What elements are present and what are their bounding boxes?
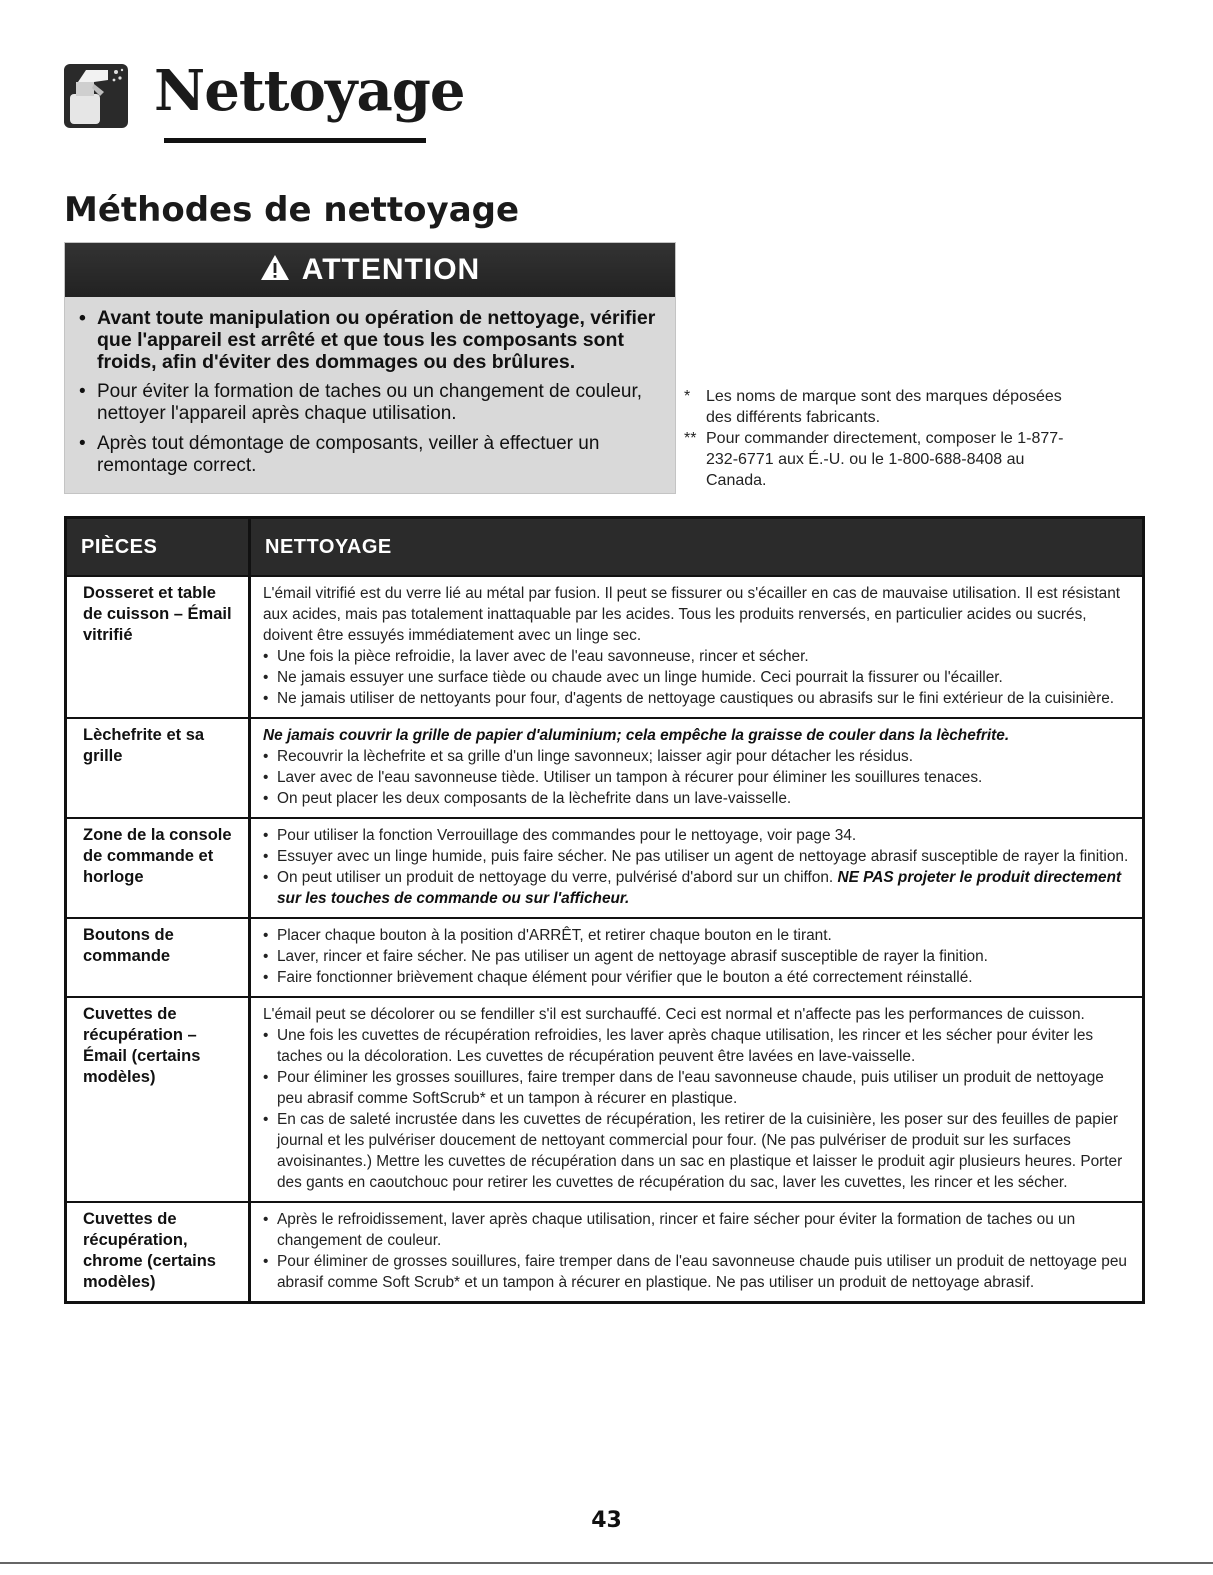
table-row	[66, 918, 1144, 997]
footnote-mark: **	[684, 430, 697, 447]
instruction-item: • Faire fonctionner brièvement chaque élément pour vérifier que le bouton a été correctement réinstallé.	[263, 967, 1132, 988]
instruction-emphasis: NE PAS projeter le produit directement sur les touches de commande ou sur l'afficheur.	[277, 869, 1122, 907]
cleaning-instructions	[250, 576, 1144, 718]
title-underline	[164, 138, 426, 143]
instruction-item: • Une fois les cuvettes de récupération refroidies, les laver après chaque utilisation, les rincer et les sécher pour éviter les taches ou la décoloration. Les cuvettes de récupération peuvent être lavées en lave-vaisselle.	[263, 1025, 1132, 1067]
cleaning-instructions	[250, 718, 1144, 818]
spray-bottle-icon	[64, 64, 128, 128]
instruction-intro: L'émail peut se décolorer ou se fendiller s'il est surchauffé. Ceci est normal et n'affecte pas les performances de cuisson.	[263, 1006, 1085, 1023]
chapter-title: Nettoyage	[154, 58, 465, 124]
section-title: Méthodes de nettoyage	[64, 190, 520, 230]
table-row	[66, 1202, 1144, 1303]
instruction-item: • Ne jamais utiliser de nettoyants pour four, d'agents de nettoyage caustiques ou abrasifs sur le fini extérieur de la cuisinière.	[263, 688, 1132, 709]
column-header-parts: PIÈCES	[66, 518, 250, 577]
table-row	[66, 997, 1144, 1202]
table-row	[66, 576, 1144, 718]
instruction-item: • Placer chaque bouton à la position d'ARRÊT, et retirer chaque bouton en le tirant.	[263, 925, 1132, 946]
instruction-item: • Essuyer avec un linge humide, puis faire sécher. Ne pas utiliser un agent de nettoyage abrasif susceptible de rayer la finition.	[263, 846, 1132, 867]
table-row	[66, 818, 1144, 918]
attention-item: • Après tout démontage de composants, veiller à effectuer un remontage correct.	[79, 433, 657, 477]
footnote-text: Pour commander directement, composer le 1-877-232-6771 aux É.-U. ou le 1-800-688-8408 au Canada.	[706, 430, 1064, 489]
instruction-item: • Pour éliminer de grosses souillures, faire tremper dans de l'eau savonneuse chaude puis utiliser un produit de nettoyage peu abrasif comme Soft Scrub* et un tampon à récurer en plastique. Ne pas utiliser un produit de nettoyage abrasif.	[263, 1251, 1132, 1293]
attention-item: • Pour éviter la formation de taches ou un changement de couleur, nettoyer l'appareil après chaque utilisation.	[79, 381, 657, 425]
cleaning-table	[64, 516, 1145, 1304]
part-name: Lèchefrite et sa grille	[66, 718, 250, 818]
instruction-item: • Laver, rincer et faire sécher. Ne pas utiliser un agent de nettoyage abrasif susceptible de rayer la finition.	[263, 946, 1132, 967]
bottom-divider	[0, 1562, 1213, 1564]
instruction-warning: Ne jamais couvrir la grille de papier d'aluminium; cela empêche la graisse de couler dans la lèchefrite.	[263, 727, 1010, 744]
part-name: Zone de la console de commande et horloge	[66, 818, 250, 918]
table-header-row	[66, 518, 1144, 577]
part-name: Cuvettes de récupération, chrome (certains modèles)	[66, 1202, 250, 1303]
part-name: Dosseret et table de cuisson – Émail vitrifié	[66, 576, 250, 718]
cleaning-instructions	[250, 997, 1144, 1202]
instruction-item: • En cas de saleté incrustée dans les cuvettes de récupération, les retirer de la cuisinière, les poser sur des feuilles de papier journal et les pulvériser doucement de nettoyant commercial pour four. (Ne pas pulvériser de produit sur les surfaces avoisinantes.) Mettre les cuvettes de récupération dans un sac en plastique et laisser le produit agir plusieurs heures. Porter des gants en caoutchouc pour retirer les cuvettes de récupération du sac, laver les cuvettes, les rincer et les sécher.	[263, 1109, 1132, 1193]
attention-box	[64, 242, 676, 494]
instruction-item: • Ne jamais essuyer une surface tiède ou chaude avec un linge humide. Ceci pourrait la fissurer ou l'écailler.	[263, 667, 1132, 688]
footnote-mark: *	[684, 388, 691, 405]
instruction-item: • Pour éliminer les grosses souillures, faire tremper dans de l'eau savonneuse chaude, puis utiliser un produit de nettoyage peu abrasif comme SoftScrub* et un tampon à récurer en plastique.	[263, 1067, 1132, 1109]
instruction-item: • On peut placer les deux composants de la lèchefrite dans un lave-vaisselle.	[263, 788, 1132, 809]
cleaning-instructions	[250, 818, 1144, 918]
instruction-item	[263, 867, 1132, 909]
instruction-item: • Recouvrir la lèchefrite et sa grille d'un linge savonneux; laisser agir pour détacher les résidus.	[263, 746, 1132, 767]
attention-item: • Avant toute manipulation ou opération de nettoyage, vérifier que l'appareil est arrêté et que tous les composants sont froids, afin d'éviter des dommages ou des brûlures.	[79, 307, 657, 373]
instruction-item: • Pour utiliser la fonction Verrouillage des commandes pour le nettoyage, voir page 34.	[263, 825, 1132, 846]
cleaning-instructions	[250, 918, 1144, 997]
column-header-cleaning: NETTOYAGE	[250, 518, 1144, 577]
page-number: 43	[591, 1508, 622, 1533]
attention-title: ATTENTION	[301, 253, 481, 286]
attention-list	[65, 297, 675, 477]
instruction-intro: L'émail vitrifié est du verre lié au métal par fusion. Il peut se fissurer ou s'écailler en cas de mauvaise utilisation. Il est résistant aux acides, mais pas totalement inattaquable par les acides. Tous les produits renversés, en particulier acides ou sucrés, doivent être essuyés immédiatement avec un linge sec.	[263, 585, 1121, 644]
footnotes	[684, 386, 1084, 491]
warning-triangle-icon	[260, 254, 290, 286]
part-name: Cuvettes de récupération – Émail (certains modèles)	[66, 997, 250, 1202]
cleaning-instructions	[250, 1202, 1144, 1303]
footnote-text: Les noms de marque sont des marques déposées des différents fabricants.	[706, 388, 1062, 426]
instruction-item: • Après le refroidissement, laver après chaque utilisation, rincer et faire sécher pour éviter la formation de taches ou un changement de couleur.	[263, 1209, 1132, 1251]
instruction-item: • Une fois la pièce refroidie, la laver avec de l'eau savonneuse, rincer et sécher.	[263, 646, 1132, 667]
footnote	[684, 386, 1084, 428]
footnote	[684, 428, 1084, 491]
attention-header	[65, 243, 675, 297]
instruction-text: On peut utiliser un produit de nettoyage du verre, pulvérisé d'abord sur un chiffon.	[277, 869, 834, 886]
instruction-item: • Laver avec de l'eau savonneuse tiède. Utiliser un tampon à récurer pour éliminer les souillures tenaces.	[263, 767, 1132, 788]
table-row	[66, 718, 1144, 818]
part-name: Boutons de commande	[66, 918, 250, 997]
